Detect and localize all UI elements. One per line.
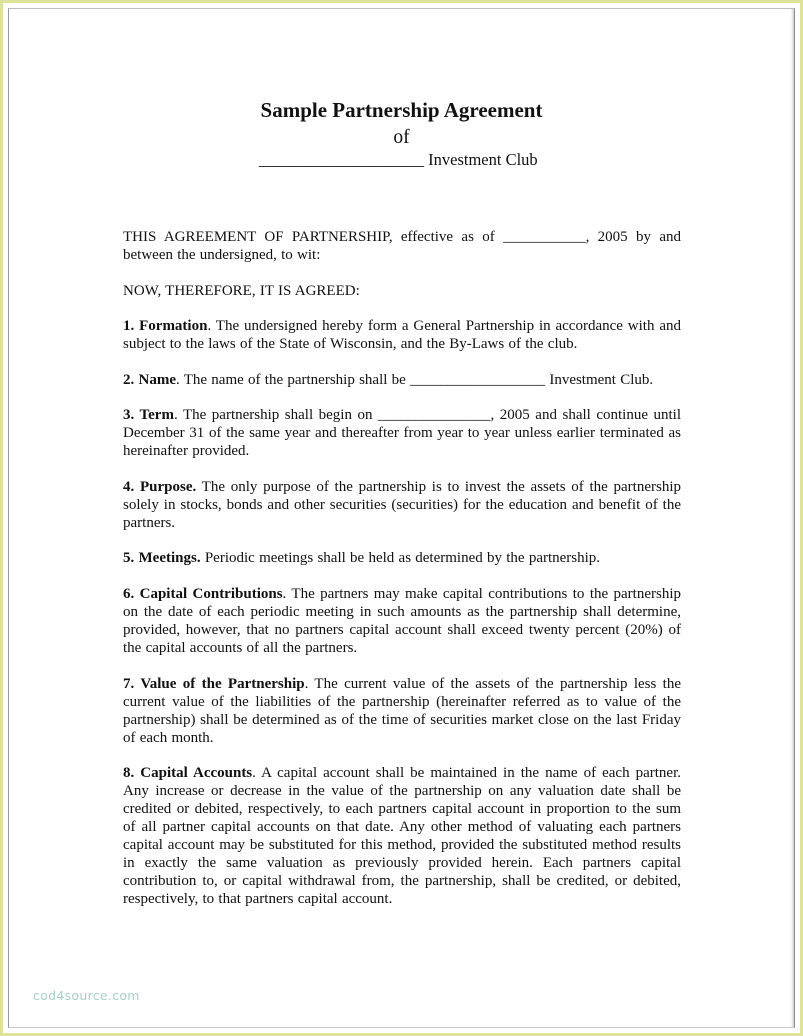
- section-term: [123, 406, 681, 460]
- section-body: The only purpose of the partnership is to invest the assets of the partnership solely in stocks, bonds and other securities (securities) for the education and benefit of the partners.: [123, 479, 681, 531]
- section-value-of-partnership: [123, 675, 681, 747]
- section-heading: 3. Term: [123, 407, 174, 423]
- section-heading: 8. Capital Accounts: [123, 765, 253, 781]
- intro-paragraph: THIS AGREEMENT OF PARTNERSHIP, effective as of ___________, 2005 by and between the undersigned, to wit:: [123, 229, 681, 263]
- section-formation: [123, 317, 681, 353]
- section-heading: 7. Value of the Partnership: [123, 676, 305, 692]
- section-meetings: [123, 549, 681, 567]
- section-purpose: [123, 478, 681, 532]
- section-capital-accounts: [123, 764, 681, 908]
- section-body: . The name of the partnership shall be __________________ Investment Club.: [176, 372, 654, 388]
- section-body: . The partnership shall begin on _______________, 2005 and shall continue until December 31 of the same year and thereafter from year to year unless earlier terminated as hereinafter provided.: [123, 407, 682, 459]
- section-heading: 2. Name: [123, 372, 176, 388]
- title-of: of: [393, 127, 410, 148]
- section-heading: 1. Formation: [123, 318, 208, 334]
- club-name-line: ____________________ Investment Club: [259, 150, 538, 169]
- section-heading: 5. Meetings.: [123, 550, 201, 566]
- document-title: Sample Partnership Agreement: [260, 98, 543, 122]
- section-heading: 4. Purpose.: [123, 479, 197, 495]
- section-body: . The current value of the assets of the partnership less the current value of the liabilities of the partnership (hereinafter referred as to value of the partnership) shall be determined as of the time of securities market close on the last Friday of each month.: [123, 676, 681, 746]
- watermark: cod4source.com: [33, 988, 140, 1003]
- section-heading: 6. Capital Contributions: [123, 586, 283, 602]
- section-name: [123, 371, 681, 389]
- section-body: Periodic meetings shall be held as determined by the partnership.: [200, 550, 601, 566]
- section-body: . The undersigned hereby form a General Partnership in accordance with and subject to the laws of the State of Wisconsin, and the By-Laws of the club.: [123, 318, 681, 352]
- section-body: . The partners may make capital contributions to the partnership on the date of each periodic meeting in such amounts as the partnership shall determine, provided, however, that no partners capital account shall exceed twenty percent (20%) of the capital accounts of all the partners.: [123, 586, 681, 656]
- section-capital-contributions: [123, 585, 681, 657]
- agreed-paragraph: NOW, THEREFORE, IT IS AGREED:: [123, 283, 360, 299]
- section-body: . A capital account shall be maintained in the name of each partner. Any increase or decrease in the value of the partnership on any valuation date shall be credited or debited, respectively, to each partners capital account in proportion to the sum of all partner capital accounts on that date. Any other method of valuating each partners capital account may be substituted for this method, provided the substituted method results in exactly the same valuation as previously provided herein. Each partners capital contribution to, or capital withdrawal from, the partnership, shall be credited, or debited, respectively, to that partners capital account.: [123, 765, 682, 907]
